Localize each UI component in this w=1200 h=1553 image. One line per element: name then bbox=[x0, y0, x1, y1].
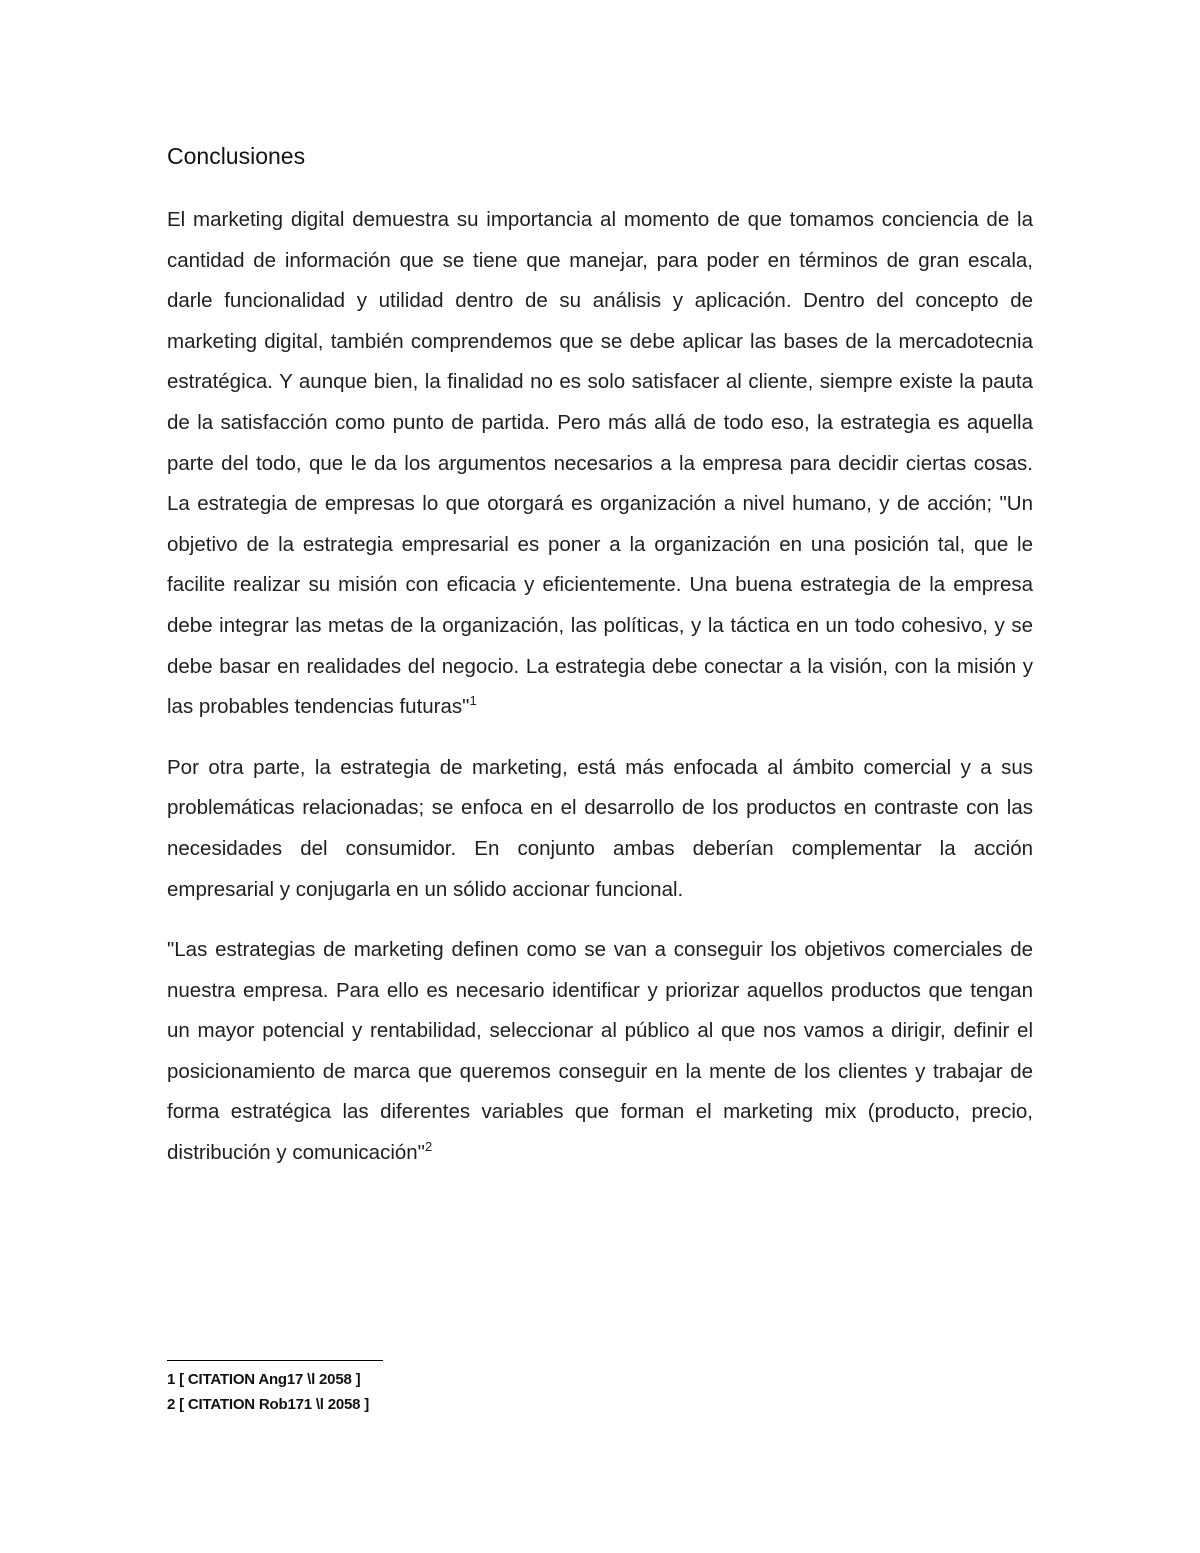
footnote-separator bbox=[167, 1360, 383, 1361]
footnote-2-text: [ CITATION Rob171 \l 2058 ] bbox=[179, 1396, 370, 1413]
footnote-1-number: 1 bbox=[167, 1371, 176, 1388]
paragraph-2 bbox=[167, 748, 1033, 910]
paragraph-3 bbox=[167, 930, 1033, 1174]
footnote-ref-1[interactable]: 1 bbox=[469, 693, 477, 709]
footnote-2-number: 2 bbox=[167, 1396, 176, 1413]
footnote-2 bbox=[167, 1392, 567, 1417]
paragraph-1-text: El marketing digital demuestra su importancia al momento de que tomamos conciencia de la cantidad de información que se tiene que manejar, para poder en términos de gran escala, darle funcionalidad y utilidad dentro de su análisis y aplicación. Dentro del concepto de marketing digital, también comprendemos que se debe aplicar las bases de la mercadotecnia estratégica. Y aunque bien, la finalidad no es solo satisfacer al cliente, siempre existe la pauta de la satisfacción como punto de partida. Pero más allá de todo eso, la estrategia es aquella parte del todo, que le da los argumentos necesarios a la empresa para decidir ciertas cosas. La estrategia de empresas lo que otorgará es organización a nivel humano, y de acción; "Un objetivo de la estrategia empresarial es poner a la organización en una posición tal, que le facilite realizar su misión con eficacia y eficientemente. Una buena estrategia de la empresa debe integrar las metas de la organización, las políticas, y la táctica en un todo cohesivo, y se debe basar en realidades del negocio. La estrategia debe conectar a la visión, con la misión y las probables tendencias futuras" bbox=[167, 208, 1033, 719]
footnote-1-text: [ CITATION Ang17 \l 2058 ] bbox=[179, 1371, 361, 1388]
footnote-1 bbox=[167, 1367, 567, 1392]
paragraph-1 bbox=[167, 200, 1033, 728]
document-body bbox=[167, 140, 1033, 1174]
footnote-ref-2[interactable]: 2 bbox=[424, 1139, 433, 1155]
paragraph-3-text: "Las estrategias de marketing definen como se van a conseguir los objetivos comerciales de nuestra empresa. Para ello es necesario identificar y priorizar aquellos productos que tengan un mayor potencial y rentabilidad, seleccionar al público al que nos vamos a dirigir, definir el posicionamiento de marca que queremos conseguir en la mente de los clientes y trabajar de forma estratégica las diferentes variables que forman el marketing mix (producto, precio, distribución y comunicación" bbox=[167, 938, 1033, 1165]
paragraph-2-text: Por otra parte, la estrategia de marketing, está más enfocada al ámbito comercial y a sus problemáticas relacionadas; se enfoca en el desarrollo de los productos en contraste con las necesidades del consumidor. En conjunto ambas deberían complementar la acción empresarial y conjugarla en un sólido accionar funcional. bbox=[167, 755, 1033, 901]
footnotes-section bbox=[167, 1360, 567, 1417]
page-title: Conclusiones bbox=[167, 143, 306, 169]
